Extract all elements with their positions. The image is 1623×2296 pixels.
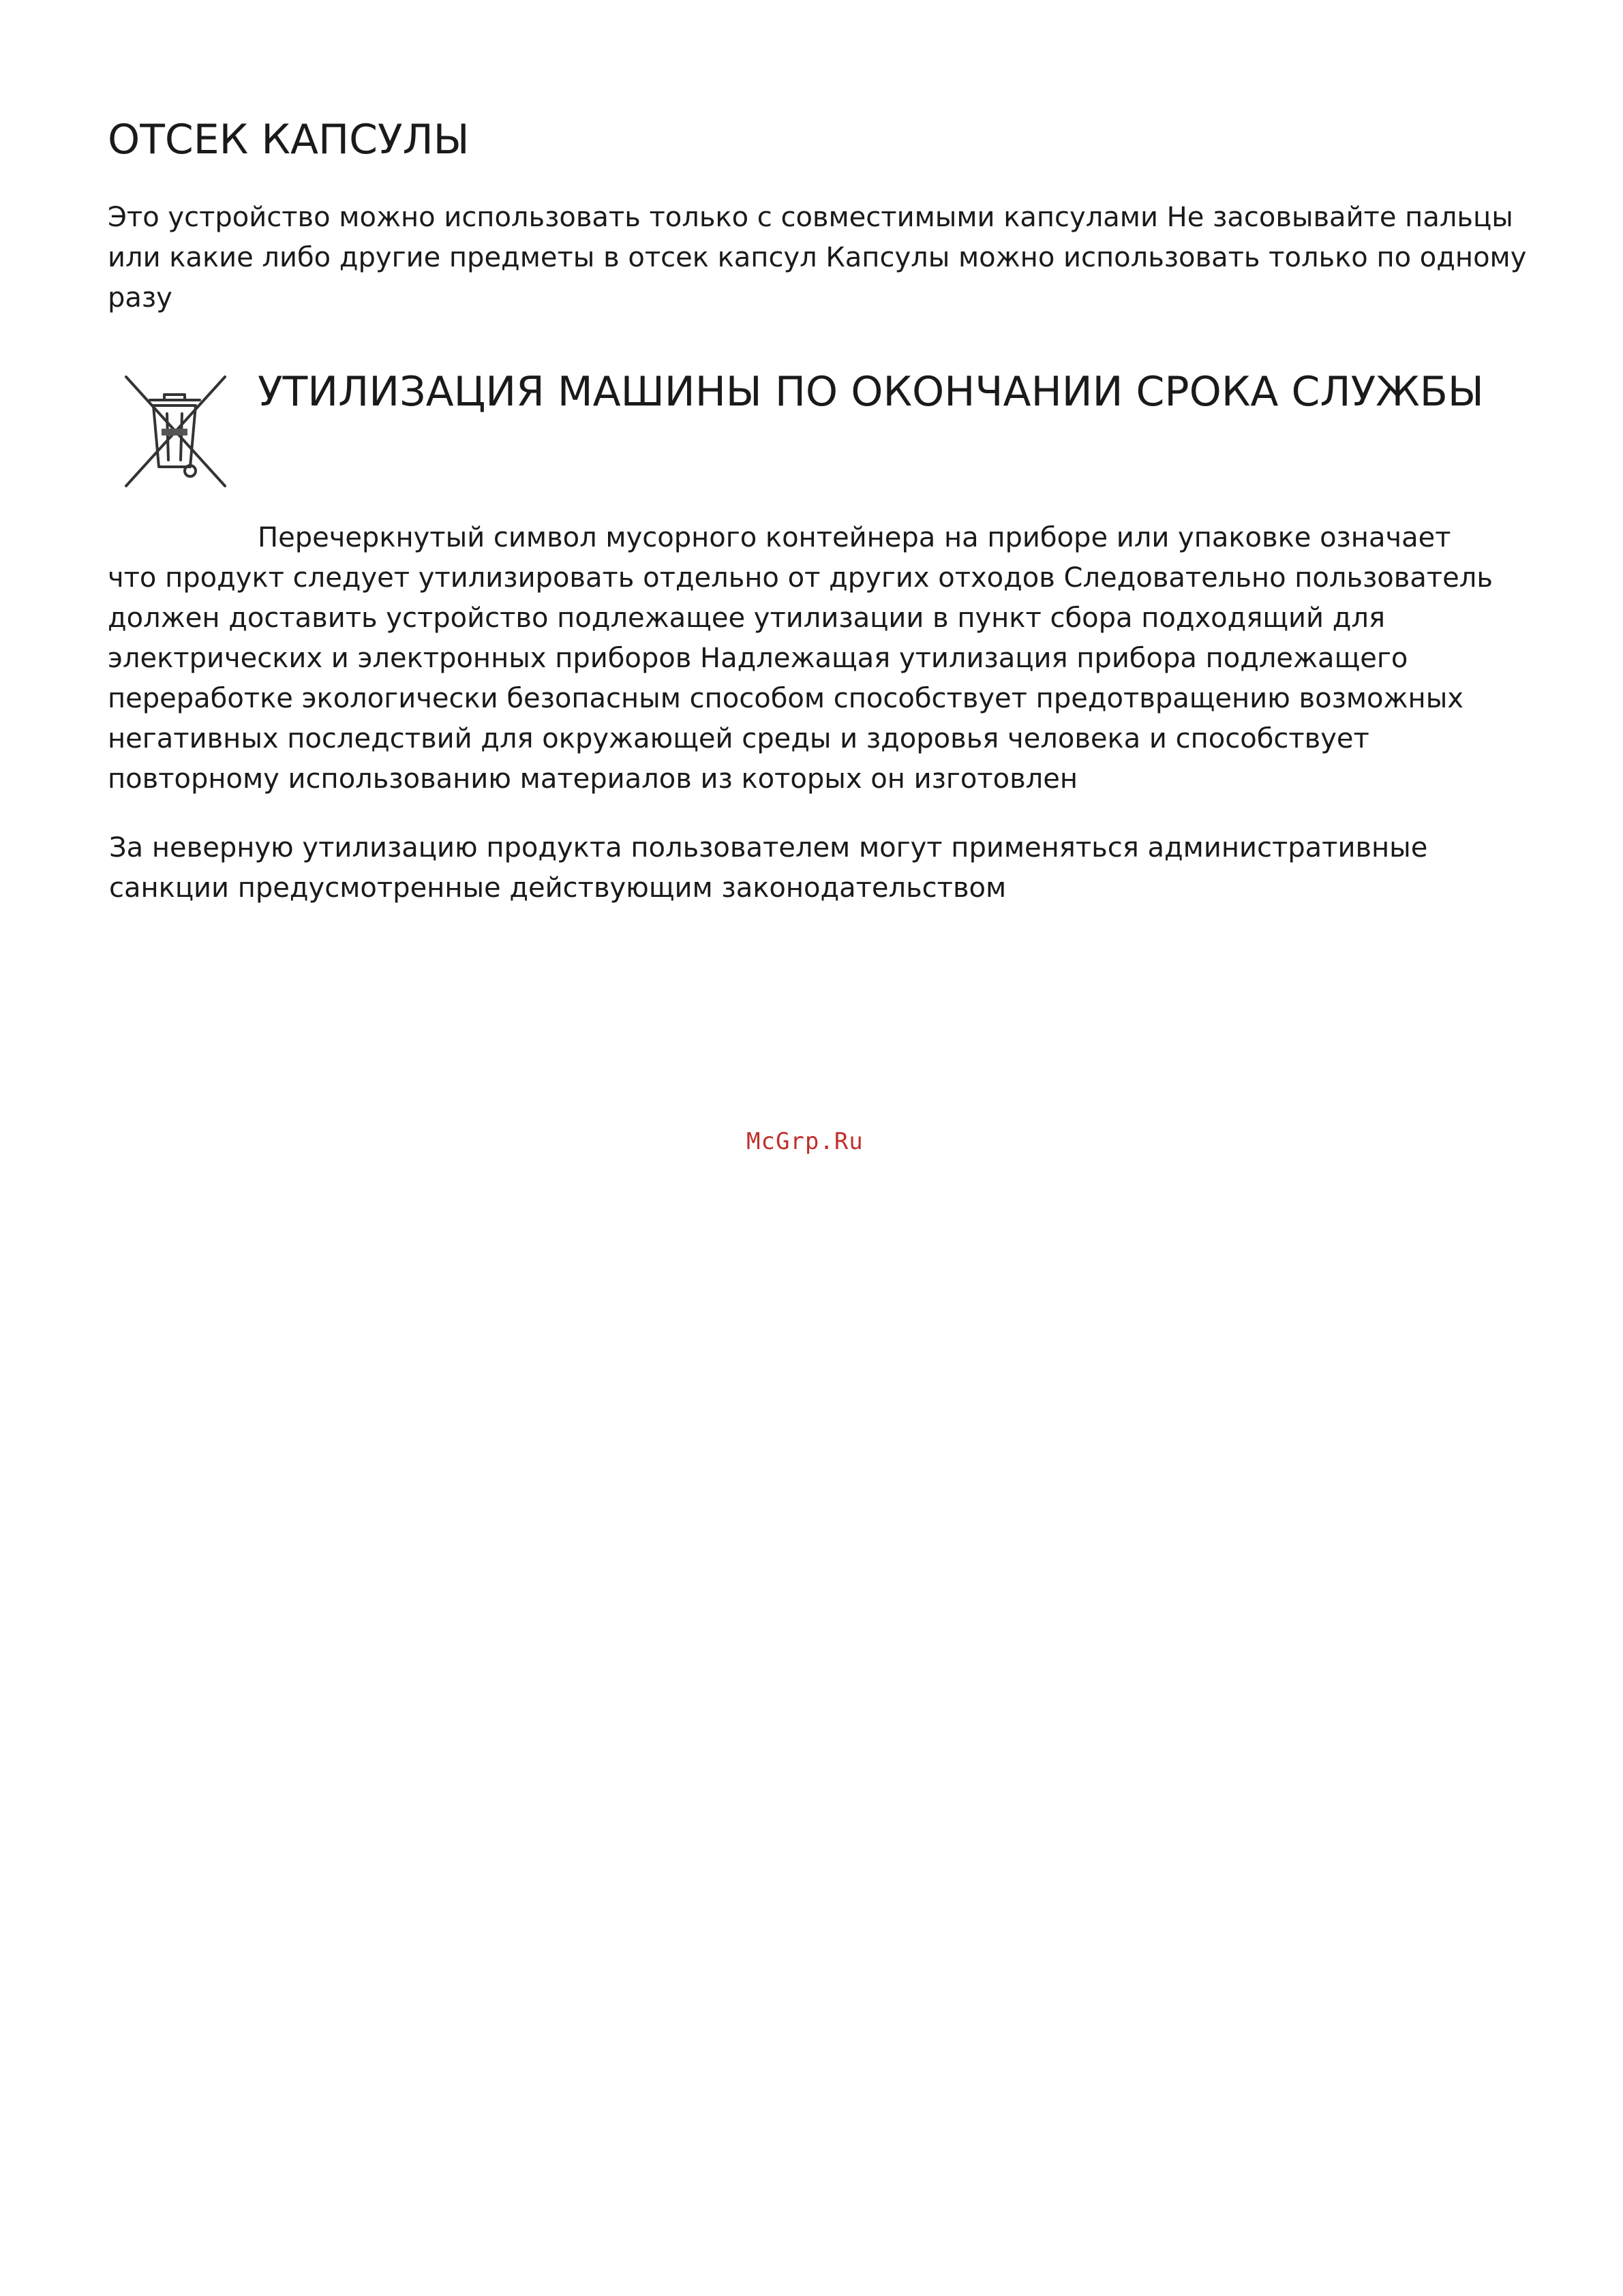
capsule-paragraph — [108, 198, 1560, 318]
sanctions-paragraph-line: санкции предусмотренные действующим законодательством — [109, 872, 1007, 904]
disposal-paragraph-line: повторному использованию материалов из которых он изготовлен — [108, 763, 1078, 795]
capsule-paragraph-line: разу — [108, 282, 172, 313]
disposal-paragraph-line: что продукт следует утилизировать отдельно от других отходов Следовательно пользователь — [108, 562, 1493, 594]
sanctions-paragraph — [109, 828, 1427, 908]
disposal-paragraph-line: должен доставить устройство подлежащее утилизации в пункт сбора подходящий для — [108, 602, 1386, 634]
sanctions-paragraph-line: За неверную утилизацию продукта пользователем могут применяться административные — [109, 832, 1428, 863]
capsule-paragraph-line: Это устройство можно использовать только с совместимыми капсулами Не засовывайте пальцы — [108, 202, 1513, 233]
disposal-paragraph-line: переработке экологически безопасным способом способствует предотвращению возможных — [108, 683, 1463, 714]
disposal-paragraph-line: негативных последствий для окружающей среды и здоровья человека и способствует — [108, 723, 1369, 754]
disposal-paragraph-line: электрических и электронных приборов Надлежащая утилизация прибора подлежащего — [108, 643, 1408, 674]
crossed-out-wheelie-bin-icon — [119, 371, 232, 491]
capsule-paragraph-line: или какие либо другие предметы в отсек капсул Капсулы можно использовать только по одному — [108, 242, 1527, 273]
disposal-section-title: УТИЛИЗАЦИЯ МАШИНЫ ПО ОКОНЧАНИИ СРОКА СЛУЖБЫ — [258, 368, 1484, 416]
disposal-paragraph — [108, 518, 1493, 799]
watermark: McGrp.Ru — [746, 1128, 864, 1155]
capsule-section-title: ОТСЕК КАПСУЛЫ — [108, 116, 470, 164]
disposal-paragraph-line: Перечеркнутый символ мусорного контейнера на приборе или упаковке означает — [258, 522, 1451, 553]
